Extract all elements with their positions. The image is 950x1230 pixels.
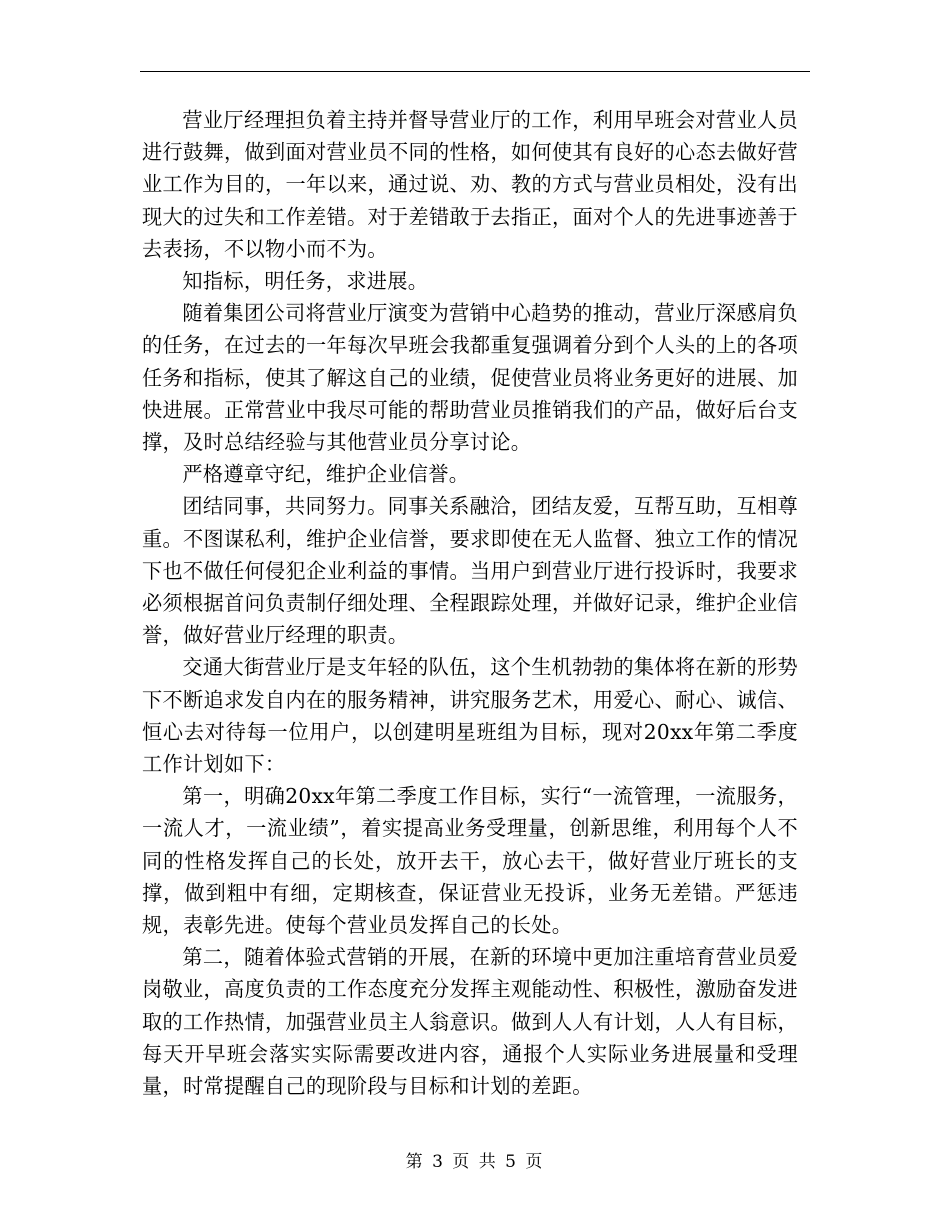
paragraph: 团结同事，共同努力。同事关系融洽，团结友爱，互帮互助，互相尊重。不图谋私利，维护企业信誉，要求即使在无人监督、独立工作的情况下也不做任何侵犯企业利益的事情。当用户到营业厅进行投诉时，我要求必须根据首问负责制仔细处理、全程跟踪处理，并做好记录，维护企业信誉，做好营业厅经理的职责。 — [142, 494, 798, 648]
paragraph: 交通大街营业厅是支年轻的队伍，这个生机勃勃的集体将在新的形势下不断追求发自内在的服务精神，讲究服务艺术，用爱心、耐心、诚信、恒心去对待每一位用户，以创建明星班组为目标，现对20xx年第二季度工作计划如下： — [142, 655, 798, 777]
paragraph: 知指标，明任务，求进展。 — [182, 269, 429, 294]
paragraph: 第一，明确20xx年第二季度工作目标，实行“一流管理，一流服务，一流人才，一流业绩”，着实提高业务受理量，创新思维，利用每个人不同的性格发挥自己的长处，放开去干，放心去干，做好营业厅班长的支撑，做到粗中有细，定期核查，保证营业无投诉，业务无差错。严惩违规，表彰先进。使每个营业员发挥自己的长处。 — [142, 784, 798, 938]
paragraph: 严格遵章守纪，维护企业信誉。 — [182, 462, 470, 487]
paragraph: 随着集团公司将营业厅演变为营销中心趋势的推动，营业厅深感肩负的任务，在过去的一年每次早班会我都重复强调着分到个人头的上的各项任务和指标，使其了解这自己的业绩，促使营业员将业务更好的进展、加快进展。正常营业中我尽可能的帮助营业员推销我们的产品，做好后台支撑，及时总结经验与其他营业员分享讨论。 — [142, 301, 798, 455]
document-body — [142, 104, 798, 1102]
header-rule — [140, 71, 810, 72]
paragraph: 营业厅经理担负着主持并督导营业厅的工作，利用早班会对营业人员进行鼓舞，做到面对营业员不同的性格，如何使其有良好的心态去做好营业工作为目的，一年以来，通过说、劝、教的方式与营业员相处，没有出现大的过失和工作差错。对于差错敢于去指正，面对个人的先进事迹善于去表扬，不以物小而不为。 — [142, 108, 798, 261]
page-footer: 第 3 页 共 5 页 — [405, 1152, 545, 1172]
paragraph: 第二，随着体验式营销的开展，在新的环境中更加注重培育营业员爱岗敬业，高度负责的工作态度充分发挥主观能动性、积极性，激励奋发进取的工作热情，加强营业员主人翁意识。做到人人有计划，人人有目标，每天开早班会落实实际需要改进内容，通报个人实际业务进展量和受理量，时常提醒自己的现阶段与目标和计划的差距。 — [142, 945, 798, 1099]
